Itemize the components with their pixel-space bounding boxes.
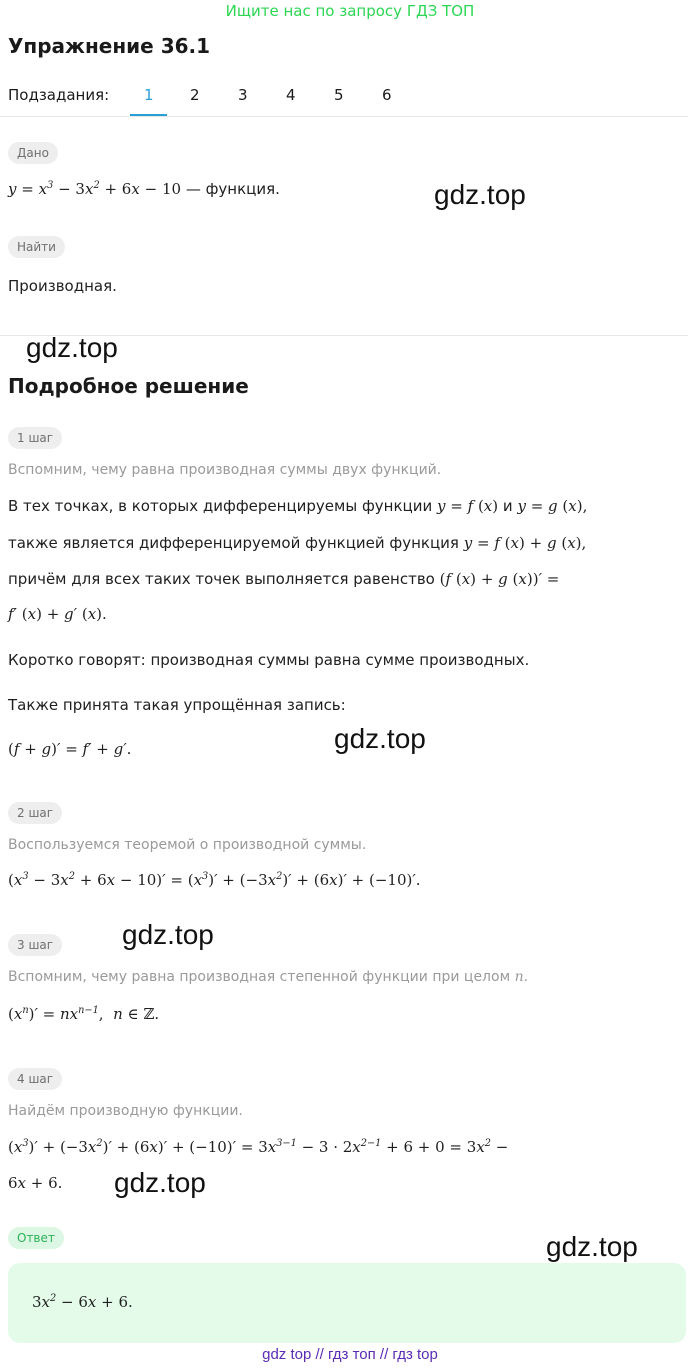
- step-1-chip: 1 шаг: [8, 427, 62, 449]
- watermark: gdz.top: [122, 919, 214, 950]
- answer-chip: Ответ: [8, 1227, 64, 1249]
- tab-subtask-3[interactable]: 3: [238, 86, 248, 104]
- watermark: gdz.top: [114, 1167, 206, 1198]
- step-4-hint: Найдём производную функции.: [8, 1103, 243, 1119]
- step-3-formula: $(x^n)' = nx^{n-1}$, n ∈ ℤ.: [8, 1005, 160, 1023]
- tab-subtask-2[interactable]: 2: [190, 86, 200, 104]
- watermark: gdz.top: [334, 723, 426, 754]
- step-2-chip: 2 шаг: [8, 802, 62, 824]
- step-1-line-1: В тех точках, в которых дифференцируемы функции y = f (x) и y = g (x),: [8, 497, 588, 515]
- step-2-hint: Воспользуемся теоремой о производной суммы.: [8, 837, 367, 853]
- step-3-hint: Вспомним, чему равна производная степенной функции при целом n.: [8, 969, 529, 985]
- subtasks-label: Подзадания:: [8, 86, 110, 104]
- promo-banner[interactable]: Ищите нас по запросу ГДЗ ТОП: [225, 2, 475, 20]
- watermark: gdz.top: [26, 332, 118, 363]
- step-1-note: Также принята такая упрощённая запись:: [8, 696, 346, 714]
- watermark: gdz.top: [546, 1231, 638, 1262]
- footer-links[interactable]: gdz top // гдз топ // гдз top: [262, 1346, 438, 1363]
- step-4-formula-line-2: 6x + 6.: [8, 1174, 63, 1192]
- given-suffix: — функция.: [185, 180, 280, 198]
- step-1-summary: Коротко говорят: производная суммы равна сумме производных.: [8, 651, 530, 669]
- step-4-chip: 4 шаг: [8, 1068, 62, 1090]
- tab-subtask-4[interactable]: 4: [286, 86, 296, 104]
- given-chip: Дано: [8, 142, 58, 164]
- given-statement: $y = x^3 - 3x^2 + 6x - 10$ — функция.: [8, 180, 280, 198]
- step-1-formula: (f + g)′ = f′ + g′.: [8, 740, 132, 758]
- watermark: gdz.top: [434, 179, 526, 210]
- find-chip: Найти: [8, 236, 65, 258]
- step-4-formula-line-1: $(x^3)' + (-3x^2)' + (6x)' + (-10)' = 3x^{3-1} - 3 \cdot 2x^{2-1} + 6 + 0 = 3x^2$ −: [8, 1138, 509, 1156]
- tab-subtask-6[interactable]: 6: [382, 86, 392, 104]
- step-1-line-2: также является дифференцируемой функцией функция y = f (x) + g (x),: [8, 534, 587, 552]
- find-text: Производная.: [8, 277, 117, 295]
- step-2-formula: $(x^3 - 3x^2 + 6x - 10)' = (x^3)' + (-3x^2)' + (6x)' + (-10)'$.: [8, 871, 421, 889]
- tab-subtask-1[interactable]: 1: [144, 86, 154, 104]
- step-3-chip: 3 шаг: [8, 934, 62, 956]
- answer-formula: $3x^2 - 6x + 6$.: [32, 1293, 133, 1311]
- solution-title: Подробное решение: [8, 374, 249, 398]
- step-1-hint: Вспомним, чему равна производная суммы двух функций.: [8, 462, 442, 478]
- divider: [0, 116, 688, 117]
- tab-subtask-5[interactable]: 5: [334, 86, 344, 104]
- step-1-line-4: f′ (x) + g′ (x).: [8, 605, 107, 623]
- step-1-line-3: причём для всех таких точек выполняется равенство (f (x) + g (x))′ =: [8, 570, 560, 588]
- page-title: Упражнение 36.1: [8, 34, 211, 58]
